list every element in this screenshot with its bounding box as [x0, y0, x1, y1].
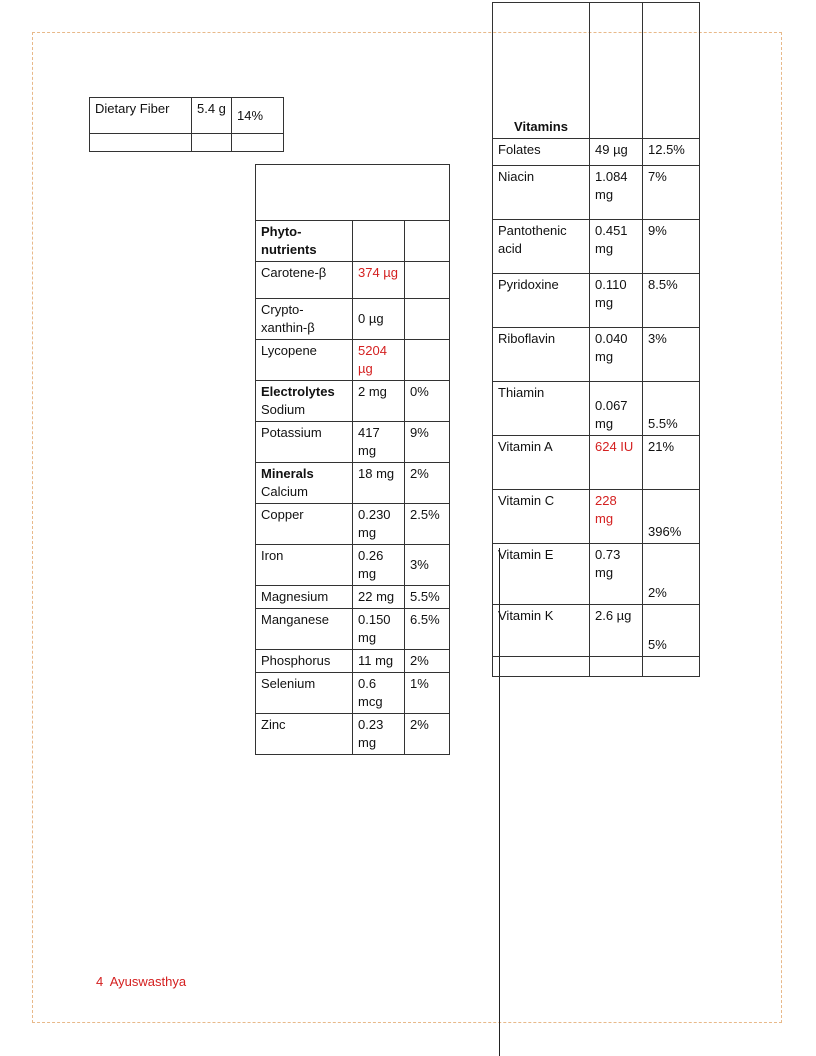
- vitamin-amount: 49 µg: [590, 139, 643, 166]
- electrolytes-heading: Electrolytes: [261, 384, 335, 399]
- nutrient-name: Iron: [256, 545, 353, 586]
- empty-cell: [590, 657, 643, 677]
- nutrient-amount: 0.150 mg: [353, 609, 405, 650]
- empty-cell: [643, 3, 700, 139]
- vitamin-name: Vitamin K: [493, 605, 590, 657]
- vitamin-dv: 396%: [643, 490, 700, 544]
- empty-cell: [493, 657, 590, 677]
- vitamin-dv: 9%: [643, 220, 700, 274]
- nutrient-dv: 5.5%: [405, 586, 450, 609]
- nutrient-name: Calcium: [261, 484, 308, 499]
- page-number: 4: [96, 974, 104, 989]
- nutrient-dv: 2%: [405, 463, 450, 504]
- fiber-table: [89, 97, 284, 152]
- vitamins-heading: Vitamins: [493, 3, 590, 139]
- nutrient-amount: 0.6 mcg: [353, 673, 405, 714]
- vitamin-name: Folates: [493, 139, 590, 166]
- fiber-amount: 5.4 g: [192, 98, 232, 134]
- nutrient-dv: 2%: [405, 714, 450, 755]
- vitamin-amount: 0.73 mg: [590, 544, 643, 605]
- nutrient-amount: 0.26 mg: [353, 545, 405, 586]
- vitamin-name: Riboflavin: [493, 328, 590, 382]
- nutrient-amount: 18 mg: [353, 463, 405, 504]
- vitamin-amount: 228 mg: [590, 490, 643, 544]
- vitamin-dv: 3%: [643, 328, 700, 382]
- vitamin-amount: 0.110 mg: [590, 274, 643, 328]
- nutrient-name: Phosphorus: [256, 650, 353, 673]
- table-title-cell: [256, 165, 450, 221]
- vitamins-table: [492, 2, 700, 677]
- vitamin-amount: 1.084 mg: [590, 166, 643, 220]
- fiber-dv: 14%: [232, 98, 284, 134]
- nutrient-name: Zinc: [256, 714, 353, 755]
- minerals-heading: Minerals: [261, 466, 314, 481]
- minerals-cell: [256, 463, 353, 504]
- empty-cell: [353, 221, 405, 262]
- empty-cell: [590, 3, 643, 139]
- nutrient-name: Crypto-xanthin-β: [256, 299, 353, 340]
- nutrient-dv: 3%: [405, 545, 450, 586]
- vitamin-amount: 2.6 µg: [590, 605, 643, 657]
- phyto-heading: Phyto-nutrients: [256, 221, 353, 262]
- empty-cell: [405, 221, 450, 262]
- nutrient-dv: 0%: [405, 381, 450, 422]
- vitamin-dv: 5.5%: [643, 382, 700, 436]
- nutrient-dv: 1%: [405, 673, 450, 714]
- nutrient-name: Potassium: [256, 422, 353, 463]
- nutrient-dv: 6.5%: [405, 609, 450, 650]
- nutrient-amount: 374 µg: [353, 262, 405, 299]
- vitamin-amount: 624 IU: [590, 436, 643, 490]
- vitamin-name: Niacin: [493, 166, 590, 220]
- nutrient-amount: 2 mg: [353, 381, 405, 422]
- nutrient-dv: [405, 340, 450, 381]
- empty-cell: [90, 134, 192, 152]
- empty-cell: [192, 134, 232, 152]
- vitamin-amount: 0.040 mg: [590, 328, 643, 382]
- phyto-minerals-table: [255, 164, 450, 755]
- nutrient-name: Copper: [256, 504, 353, 545]
- nutrient-dv: 9%: [405, 422, 450, 463]
- empty-cell: [643, 657, 700, 677]
- nutrient-dv: [405, 299, 450, 340]
- footer-site-name: Ayuswasthya: [109, 974, 187, 989]
- nutrient-name: Magnesium: [256, 586, 353, 609]
- vitamin-amount: 0.067 mg: [590, 382, 643, 436]
- nutrient-amount: 5204 µg: [353, 340, 405, 381]
- vitamin-name: Vitamin E: [493, 544, 590, 605]
- vitamin-dv: 5%: [643, 605, 700, 657]
- fiber-label: Dietary Fiber: [90, 98, 192, 134]
- nutrient-amount: 417 mg: [353, 422, 405, 463]
- nutrient-name: Selenium: [256, 673, 353, 714]
- page-footer: [96, 974, 186, 989]
- nutrient-amount: 0.230 mg: [353, 504, 405, 545]
- nutrient-name: Sodium: [261, 402, 306, 417]
- vitamin-dv: 8.5%: [643, 274, 700, 328]
- nutrient-name: Lycopene: [256, 340, 353, 381]
- vitamin-name: Vitamin C: [493, 490, 590, 544]
- vitamin-name: Pantothenic acid: [493, 220, 590, 274]
- nutrient-amount: 0 µg: [353, 299, 405, 340]
- nutrient-dv: 2%: [405, 650, 450, 673]
- vitamin-dv: 2%: [643, 544, 700, 605]
- nutrient-dv: 2.5%: [405, 504, 450, 545]
- vitamin-amount: 0.451 mg: [590, 220, 643, 274]
- vitamin-name: Thiamin: [493, 382, 590, 436]
- electrolytes-cell: [256, 381, 353, 422]
- nutrient-amount: 22 mg: [353, 586, 405, 609]
- nutrient-amount: 11 mg: [353, 650, 405, 673]
- empty-cell: [232, 134, 284, 152]
- nutrient-name: Carotene-β: [256, 262, 353, 299]
- nutrient-name: Manganese: [256, 609, 353, 650]
- vitamin-dv: 12.5%: [643, 139, 700, 166]
- vitamin-dv: 7%: [643, 166, 700, 220]
- nutrient-amount: 0.23 mg: [353, 714, 405, 755]
- vitamin-name: Vitamin A: [493, 436, 590, 490]
- vitamin-name: Pyridoxine: [493, 274, 590, 328]
- vitamin-dv: 21%: [643, 436, 700, 490]
- nutrient-dv: [405, 262, 450, 299]
